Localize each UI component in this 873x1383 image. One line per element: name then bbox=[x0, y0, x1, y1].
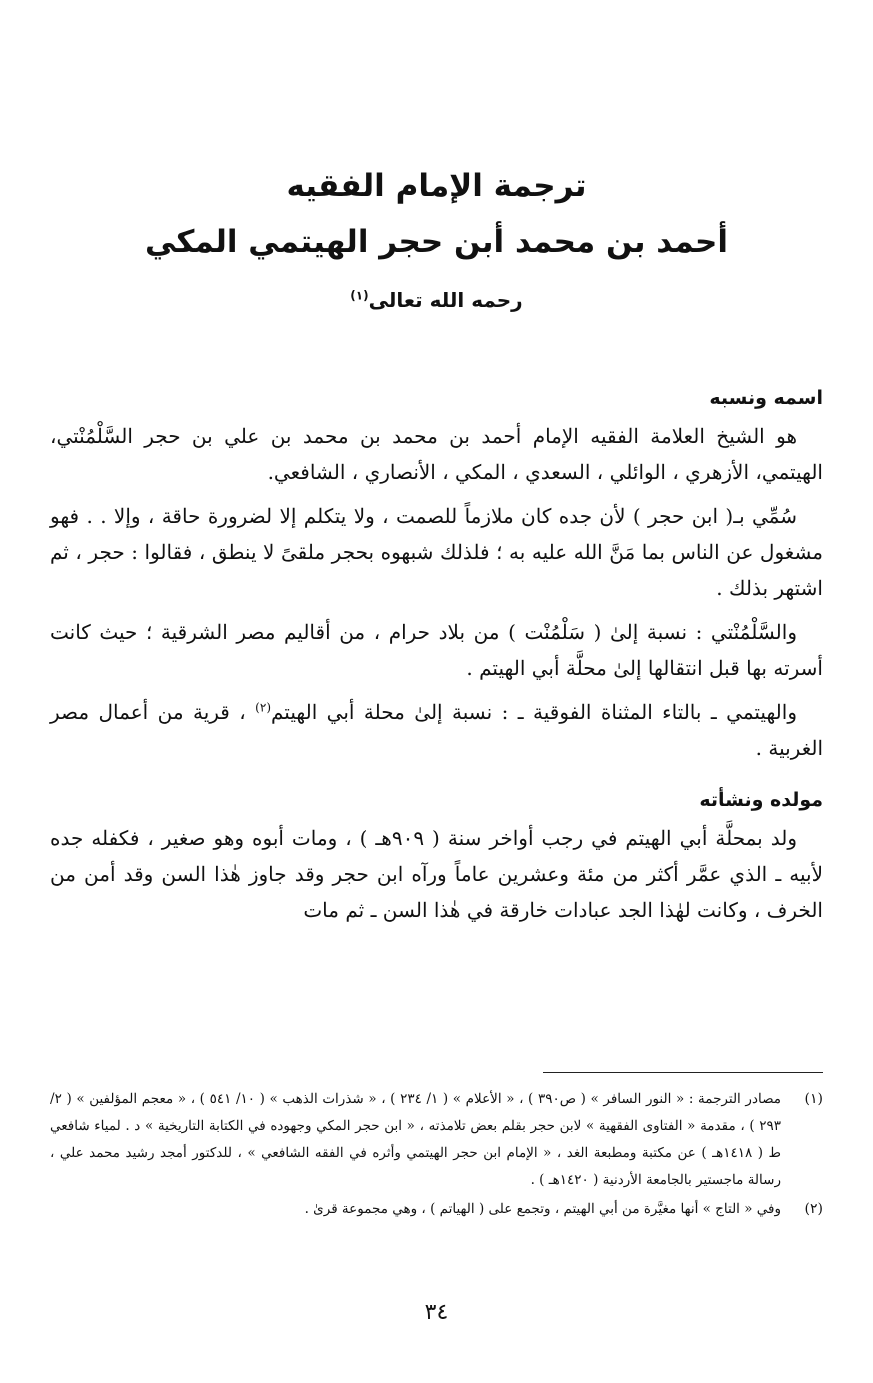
footnote-text: مصادر الترجمة : « النور السافر » ( ص٣٩٠ ) ، « الأعلام » ( ١/ ٢٣٤ ) ، « شذرات الذهب » ( ١٠/ ٥٤١ ) ، « معجم المؤلفين » ( ٢/ ٢٩٣ ) ، مقدمة « الفتاوى الفقهية » لابن حجر بقلم بعض تلامذته ، « ابن حجر المكي وجهوده في الكتابة التاريخية » د . لمياء شافعي ط ( ١٤١٨هـ ) عن مكتبة ومطبعة الغد ، « الإمام ابن حجر الهيتمي وأثره في الفقه الشافعي » ، للدكتور أمجد رشيد محمد علي ، رسالة ماجستير بالجامعة الأردنية ( ١٤٢٠هـ ) . bbox=[50, 1091, 782, 1188]
footnote-number: (١) bbox=[804, 1091, 823, 1107]
footnote-1 bbox=[50, 1086, 823, 1194]
footnote-ref-1[interactable]: (١) bbox=[350, 288, 369, 303]
paragraph-salmunti: والسَّلْمُنْتي : نسبة إلىٰ ( سَلْمُنْت ) من بلاد حرام ، من أقاليم مصر الشرقية ؛ حيث كانت أسرته بها قبل انتقالها إلىٰ محلَّة أبي الهيتم . bbox=[50, 620, 823, 680]
title-line-1: ترجمة الإمام الفقيه bbox=[286, 168, 587, 204]
paragraph-haytami-text: والهيتمي ـ بالتاء المثناة الفوقية ـ : نسبة إلىٰ محلة أبي الهيتم bbox=[271, 700, 797, 724]
biography-title bbox=[60, 160, 813, 328]
title-line-3 bbox=[60, 272, 813, 328]
footnote-ref-2[interactable]: (٢) bbox=[255, 700, 271, 715]
title-dua: رحمه الله تعالى bbox=[368, 288, 523, 312]
footnote-number: (٢) bbox=[804, 1201, 823, 1217]
paragraph-haytami-text-end: ، قرية من أعمال مصر الغربية . bbox=[50, 700, 823, 760]
title-line-2: أحمد بن محمد أبن حجر الهيتمي المكي bbox=[145, 224, 728, 260]
paragraph-ibn-hajar-naming: سُمِّي بـ( ابن حجر ) لأن جده كان ملازماً للصمت ، ولا يتكلم إلا لضرورة حاقة ، وإلا . . فهو مشغول عن الناس بما مَنَّ الله عليه به ؛ فلذلك شبهوه بحجر ملقىً لا ينطق ، فقالوا : حجر ، ثم اشتهر بذلك . bbox=[50, 504, 823, 600]
main-text bbox=[50, 378, 823, 936]
section-heading-name: اسمه ونسبه bbox=[709, 387, 823, 409]
paragraph-full-name: هو الشيخ العلامة الفقيه الإمام أحمد بن محمد بن محمد بن علي بن حجر السَّلْمُنْتي، الهيتمي، الأزهري ، الوائلي ، السعدي ، المكي ، الأنصاري ، الشافعي. bbox=[50, 424, 823, 484]
paragraph-haytami bbox=[50, 694, 823, 766]
page-number: ٣٤ bbox=[424, 1300, 449, 1325]
footnote-2 bbox=[50, 1196, 823, 1223]
footnote-separator bbox=[543, 1072, 823, 1073]
paragraph-birth: ولد بمحلَّة أبي الهيتم في رجب أواخر سنة ( ٩٠٩هـ ) ، ومات أبوه وهو صغير ، فكفله جده لأبيه ـ الذي عمَّر أكثر من مئة وعشرين عاماً ورآه ابن حجر وقد جاوز هٰذا السن وقد أمن من الخرف ، وكانت لهٰذا الجد عبادات خارقة في هٰذا السن ـ ثم مات bbox=[50, 826, 823, 922]
section-heading-birth: مولده ونشأته bbox=[699, 789, 823, 811]
footnotes bbox=[50, 1086, 823, 1225]
footnote-text: وفي « التاج » أنها مغيَّرة من أبي الهيتم ، وتجمع على ( الهياتم ) ، وهي مجموعة قرىٰ . bbox=[304, 1201, 781, 1217]
